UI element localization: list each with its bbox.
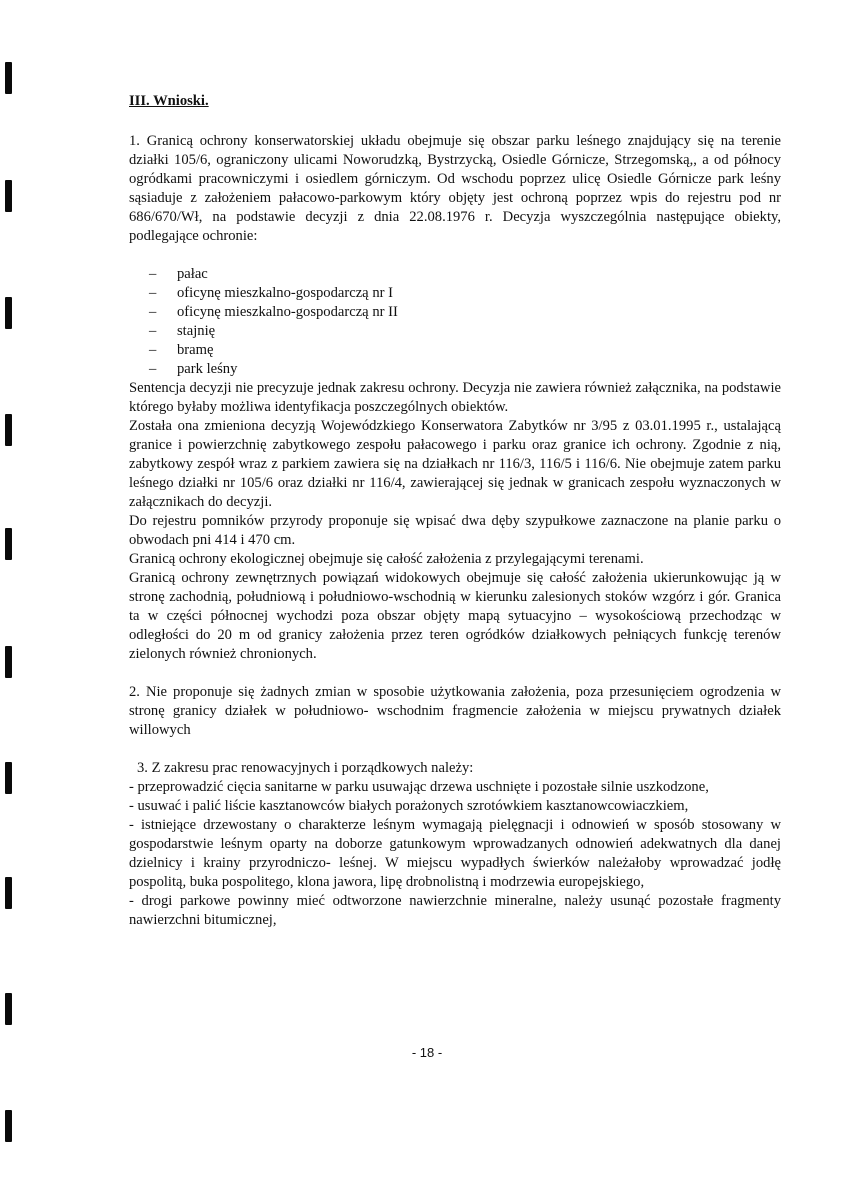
document-page [129,92,781,930]
protected-objects-list [129,265,781,379]
list-item: – stajnię [149,322,781,341]
scan-mark [5,180,12,212]
paragraph-rejestr: Do rejestru pomników przyrody proponuje się wpisać dwa dęby szypułkowe zaznaczone na planie parku o obwodach pni 414 i 470 cm. [129,513,781,548]
paragraph-ekologiczna: Granicą ochrony ekologicznej obejmuje się całość założenia z przylegającymi terenami. [129,551,644,567]
scan-mark [5,1110,12,1142]
list-item: – park leśny [149,360,781,379]
list-item: - drogi parkowe powinny mieć odtworzone nawierzchnie mineralne, należy usunąć pozostałe fragmenty nawierzchni bitumicznej, [129,893,781,928]
scan-mark [5,297,12,329]
list-item: – bramę [149,341,781,360]
scan-mark [5,414,12,446]
paragraph-sentencja: Sentencja decyzji nie precyzuje jednak zakresu ochrony. Decyzja nie zawiera również załącznika, na podstawie którego byłaby możliwa identyfikacja poszczególnych obiektów. [129,380,781,415]
paragraph-zewnetrzna: Granicą ochrony zewnętrznych powiązań widokowych obejmuje się całość założenia ukierunkowując ją w stronę zachodnią, południową i południowo-wschodnią w kierunku zalesionych stoków wzgórz i gór. Granica ta w części północnej wychodzi poza obszar objęty mapą sytuacyjno – wysokościową przechodząc w odległości do 20 m od granicy założenia przez teren ogródków działkowych pełniących funkcję terenów zielonych również chronionych. [129,570,781,662]
scan-mark [5,993,12,1025]
list-item: - istniejące drzewostany o charakterze leśnym wymagają pielęgnacji i odnowień w sposób stosowany w gospodarstwie leśnym oparty na doborze gatunkowym wprowadzanych odnowień adekwatnych dla danej dzielnicy i krainy przyrodniczo- leśnej. W miejscu wypadłych świerków należałoby wprowadzać jodłę pospolitą, buka pospolitego, klona jawora, lipę drobnolistną i modrzewia europejskiego, [129,817,781,890]
scan-mark [5,528,12,560]
page-number: - 18 - [411,1045,443,1060]
conclusion-2: 2. Nie proponuje się żadnych zmian w sposobie użytkowania założenia, poza przesunięciem ogrodzenia w stronę granicy działek w południowo- wschodnim fragmencie założenia w miejscu prywatnych działek willowych [129,684,781,738]
list-item: - przeprowadzić cięcia sanitarne w parku usuwając drzewa uschnięte i pozostałe silnie uszkodzone, [129,779,709,795]
list-item: – oficynę mieszkalno-gospodarczą nr II [149,303,781,322]
conclusion-1: 1. Granicą ochrony konserwatorskiej układu obejmuje się obszar parku leśnego znajdujący się na terenie działki 105/6, ograniczony ulicami Noworudzką, Bystrzycką, Osiedle Górnicze, Strzegomską,, a od północy ogródkami pracowniczymi i osiedlem górniczym. Od wschodu poprzez ulicę Osiedle Górnicze park leśny sąsiaduje z założeniem pałacowo-parkowym który objęty jest ochroną poprzez wpis do rejestru pod nr 686/670/Wł, na podstawie decyzji z dnia 22.08.1976 r. Decyzja wyszczególnia następujące obiekty, podlegające ochronie: [129,133,781,244]
scan-mark [5,646,12,678]
list-item: – pałac [149,265,781,284]
scan-mark [5,62,12,94]
scan-mark [5,877,12,909]
conclusion-3-intro: 3. Z zakresu prac renowacyjnych i porządkowych należy: [137,760,474,776]
list-item: – oficynę mieszkalno-gospodarczą nr I [149,284,781,303]
list-item: - usuwać i palić liście kasztanowców białych porażonych szrotówkiem kasztanowcowiaczkiem, [129,798,689,814]
section-heading: III. Wnioski. [129,93,209,109]
paragraph-zmieniona: Została ona zmieniona decyzją Wojewódzkiego Konserwatora Zabytków nr 3/95 z 03.01.1995 r., ustalającą granice i powierzchnię zabytkowego zespołu pałacowego i parku oraz granice ich ochrony. Zgodnie z nią, zabytkowy zespół wraz z parkiem zawiera się na działkach nr 116/3, 116/5 i 116/6. Nie obejmuje zatem parku leśnego działki nr 105/6 oraz działki nr 116/4, zawierającej się jednak w granicach zespołu wyznaczonych w załącznikach do decyzji. [129,418,781,510]
scan-mark [5,762,12,794]
